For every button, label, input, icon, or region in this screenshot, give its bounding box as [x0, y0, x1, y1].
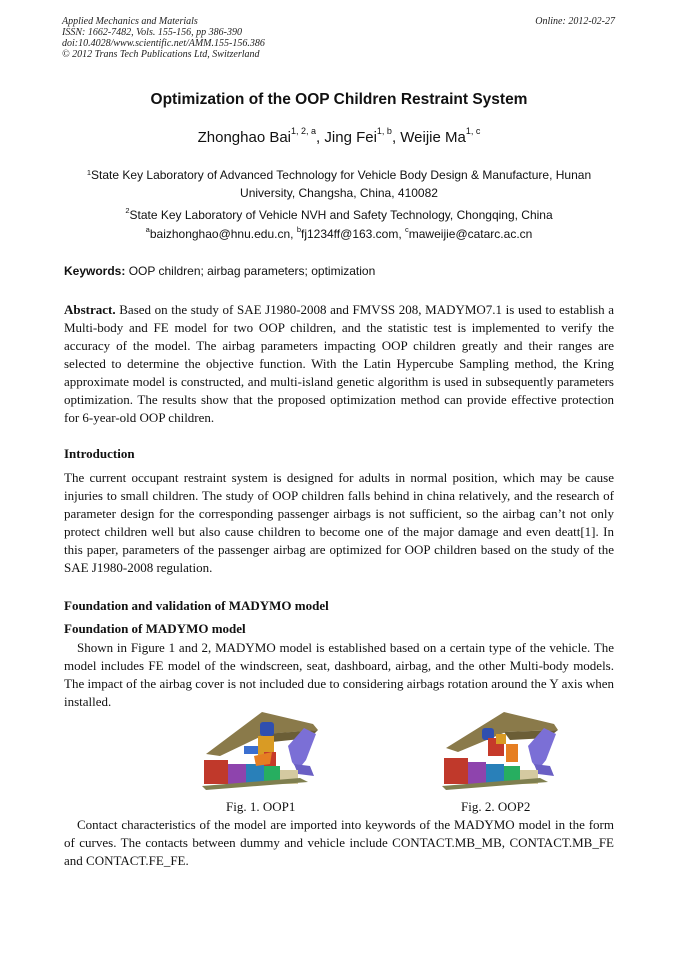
section-paragraph-1: Shown in Figure 1 and 2, MADYMO model is established based on a certain type of the vehicle. The model includes FE model of the windscreen, seat, dashboard, airbag, and the other Multi-body models. The impact of the airbag cover is not included due to considering airbags rotation around the Y axis when installed. [64, 640, 614, 709]
copyright-line: © 2012 Trans Tech Publications Ltd, Switzerland [62, 49, 260, 60]
keywords-label: Keywords: [64, 264, 126, 278]
paper-title: Optimization of the OOP Children Restraint System [150, 91, 528, 108]
section-paragraph-2: Contact characteristics of the model are imported into keywords of the MADYMO model in the form of curves. The contacts between dummy and vehicle include CONTACT.MB_MB, CONTACT.MB_FE and CONTACT.FE_FE. [64, 817, 614, 868]
figure-1-caption: Fig. 1. OOP1 [226, 799, 296, 814]
online-date: Online: 2012-02-27 [535, 16, 615, 27]
email-link[interactable]: $^c$maweijie@catarc.ac.cn [405, 225, 533, 241]
email-link[interactable]: $^a$baizhonghao@hnu.edu.cn [145, 225, 291, 241]
abstract-label: Abstract. [64, 302, 116, 317]
author-emails: $^a$baizhonghao@hnu.edu.cn, $^b$fj1234ff@163.com, $^c$maweijie@catarc.ac.cn [145, 225, 533, 241]
affiliation-2: $^2$State Key Laboratory of Vehicle NVH and Safety Technology, Chongqing, China [125, 206, 553, 222]
journal-header [62, 16, 422, 60]
keywords-text: OOP children; airbag parameters; optimization [125, 264, 376, 278]
figure-2-caption: Fig. 2. OOP2 [461, 799, 531, 814]
author: Weijie Ma$^{1, c}$ [400, 126, 481, 146]
keywords [64, 264, 375, 278]
introduction-heading: Introduction [64, 446, 135, 461]
author-list [0, 126, 678, 146]
abstract-text: Based on the study of SAE J1980-2008 and FMVSS 208, MADYMO7.1 is used to establish a Multi-body and FE model for two OOP children, and the statistic test is implemented to verify the accuracy of the model. The airbag parameters impacting OOP children greatly and their ranges are selected to determine the objective function. With the Latin Hypercube Sampling method, the Kring approximate model is constructed, and multi-island genetic algorithm is used in subsequently parameters optimization. The results show that the proposed optimization method can provide effective protection for 6-year-old OOP children. [64, 302, 614, 425]
affiliation-1: $^1$State Key Laboratory of Advanced Technology for Vehicle Body Design & Manufacture, Hunan University, Changsha, China, 410082 [86, 168, 592, 200]
issn-line: ISSN: 1662-7482, Vols. 155-156, pp 386-390 [62, 27, 242, 38]
author: Zhonghao Bai$^{1, 2, a}$, [197, 126, 325, 146]
journal-name: Applied Mechanics and Materials [62, 16, 198, 27]
doi-line: doi:10.4028/www.scientific.net/AMM.155-156.386 [62, 38, 265, 49]
abstract [64, 301, 614, 427]
figure-1-graphic [200, 708, 325, 794]
figure-1-image [200, 708, 325, 794]
figure-2-graphic [440, 708, 565, 794]
figure-2-image [440, 708, 565, 794]
section-heading: Foundation and validation of MADYMO model [64, 598, 329, 613]
author: Jing Fei$^{1, b}$, [324, 126, 401, 146]
introduction-text: The current occupant restraint system is designed for adults in normal position, which may be cause injuries to small children. The study of OOP children falls behind in china relatively, and the research of parameter design for the corresponding passenger airbags is not sufficient, so the airbag can’t not only protect children well but also cause children to become one of the major damage and even deatt[1]. In this paper, parameters of the passenger airbag are optimized for OOP children based on the study of the SAE J1980-2008 regulation. [64, 470, 614, 575]
subsection-heading: Foundation of MADYMO model [64, 621, 246, 636]
email-link[interactable]: $^b$fj1234ff@163.com [296, 225, 399, 241]
